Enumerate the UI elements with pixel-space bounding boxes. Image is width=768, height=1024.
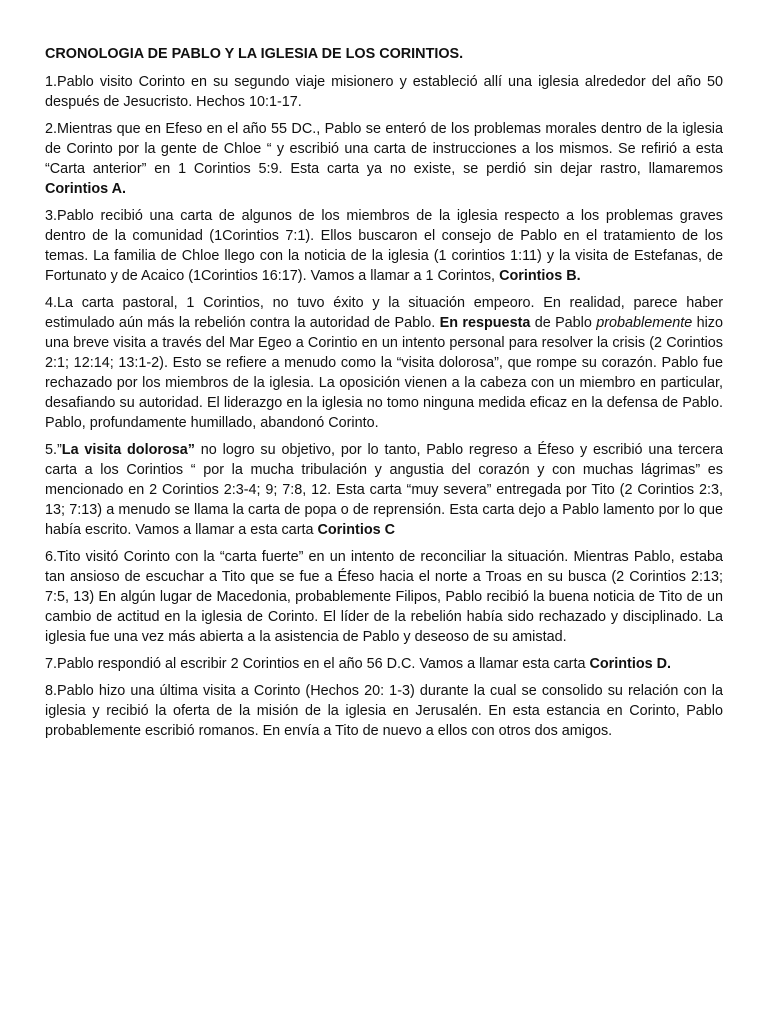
- paragraph-4-text-a: 4.La carta pastoral, 1 Corintios, no tuvo éxito y la situación empeoro. En realidad, parece haber estimulado aún más la rebelión contra la autoridad de Pablo.: [45, 295, 723, 331]
- paragraph-2-text: 2.Mientras que en Efeso en el año 55 DC., Pablo se enteró de los problemas morales dentro de la iglesia de Corinto por la gente de Chloe “ y escribió una carta de instrucciones a los mismos. Se refirió a esta “Carta anterior” en 1 Corintios 5:9. Esta carta ya no existe, se perdió sin dejar rastro, llamaremos: [45, 121, 723, 177]
- paragraph-7-bold-label: Corintios D.: [589, 656, 671, 672]
- paragraph-4: [45, 293, 723, 433]
- document-title: CRONOLOGIA DE PABLO Y LA IGLESIA DE LOS CORINTIOS.: [45, 46, 464, 62]
- paragraph-5-text-c: no logro su objetivo, por lo tanto, Pablo regreso a Éfeso y escribió una tercera carta a los Corintios “ por la mucha tribulación y angustia del corazón y con muchas lágrimas” es mencionado en 2 Corintios 2:3-4; 9; 7:8, 12. Esta carta “muy severa” entregada por Tito (2 Corintios 2:3, 13; 7:13) a menudo se llama la carta de popa o de reprensión. Esta carta dejo a Pablo lamento por lo que había escrito. Vamos a llamar a esta carta: [45, 442, 723, 538]
- paragraph-6: [45, 547, 723, 647]
- paragraph-7: [45, 654, 723, 674]
- paragraph-5-bold: La visita dolorosa”: [61, 442, 195, 458]
- paragraph-5: [45, 440, 723, 540]
- paragraph-8-text: 8.Pablo hizo una última visita a Corinto (Hechos 20: 1-3) durante la cual se consolido su relación con la iglesia y recibió la oferta de la misión de la iglesia en Jerusalén. En esta estancia en Corinto, Pablo probablemente escribió romanos. En envía a Tito de nuevo a ellos con otros dos amigos.: [45, 683, 723, 739]
- paragraph-1-text: 1.Pablo visito Corinto en su segundo viaje misionero y estableció allí una iglesia alrededor del año 50 después de Jesucristo. Hechos 10:1-17.: [45, 74, 723, 110]
- paragraph-2-bold-label: Corintios A.: [45, 181, 127, 197]
- paragraph-5-bold-label: Corintios C: [317, 522, 396, 538]
- paragraph-3: [45, 206, 723, 286]
- paragraph-4-text-e: hizo una breve visita a través del Mar Egeo a Corintio en un intento personal para resolver la crisis (2 Corintios 2:1; 12:14; 13:1-2). Esto se refiere a menudo como la “visita dolorosa”, que rompe su corazón. Pablo fue rechazado por los miembros de la iglesia. La oposición vienen a la cabeza con un miembro en particular, desafiando su autoridad. El liderazgo en la iglesia no tomo ninguna medida eficaz en la defensa de Pablo. Pablo, profundamente humillado, abandonó Corinto.: [45, 315, 723, 431]
- paragraph-3-bold-label: Corintios B.: [499, 268, 581, 284]
- paragraph-4-text-c: de Pablo: [530, 315, 597, 331]
- paragraph-4-bold: En respuesta: [439, 315, 531, 331]
- paragraph-7-text: 7.Pablo respondió al escribir 2 Corintios en el año 56 D.C. Vamos a llamar esta carta: [45, 656, 590, 672]
- paragraph-5-text-a: 5.”: [45, 442, 62, 458]
- paragraph-1: [45, 72, 723, 112]
- paragraph-4-italic: probablemente: [596, 315, 693, 331]
- paragraph-6-text: 6.Tito visitó Corinto con la “carta fuerte” en un intento de reconciliar la situación. Mientras Pablo, estaba tan ansioso de escuchar a Tito que se fue a Éfeso hacia el norte a Troas en su busca (2 Corintios 2:13; 7:5, 13) En algún lugar de Macedonia, probablemente Filipos, Pablo recibió la buena noticia de Tito de un cambio de actitud en la iglesia de Corinto. El líder de la rebelión había sido rechazado y disciplinado. La iglesia fue una vez más abierta a la asistencia de Pablo y deseoso de su amistad.: [45, 549, 723, 645]
- paragraph-8: [45, 681, 723, 741]
- paragraph-2: [45, 119, 723, 199]
- paragraph-3-text: 3.Pablo recibió una carta de algunos de los miembros de la iglesia respecto a los problemas graves dentro de la comunidad (1Corintios 7:1). Ellos buscaron el consejo de Pablo en el tratamiento de los temas. La familia de Chloe llego con la noticia de la iglesia (1 corintios 1:11) y la visita de Estefanas, de Fortunato y de Acaico (1Corintios 16:17). Vamos a llamar a 1 Corintos,: [45, 208, 723, 284]
- document-page: [45, 44, 723, 748]
